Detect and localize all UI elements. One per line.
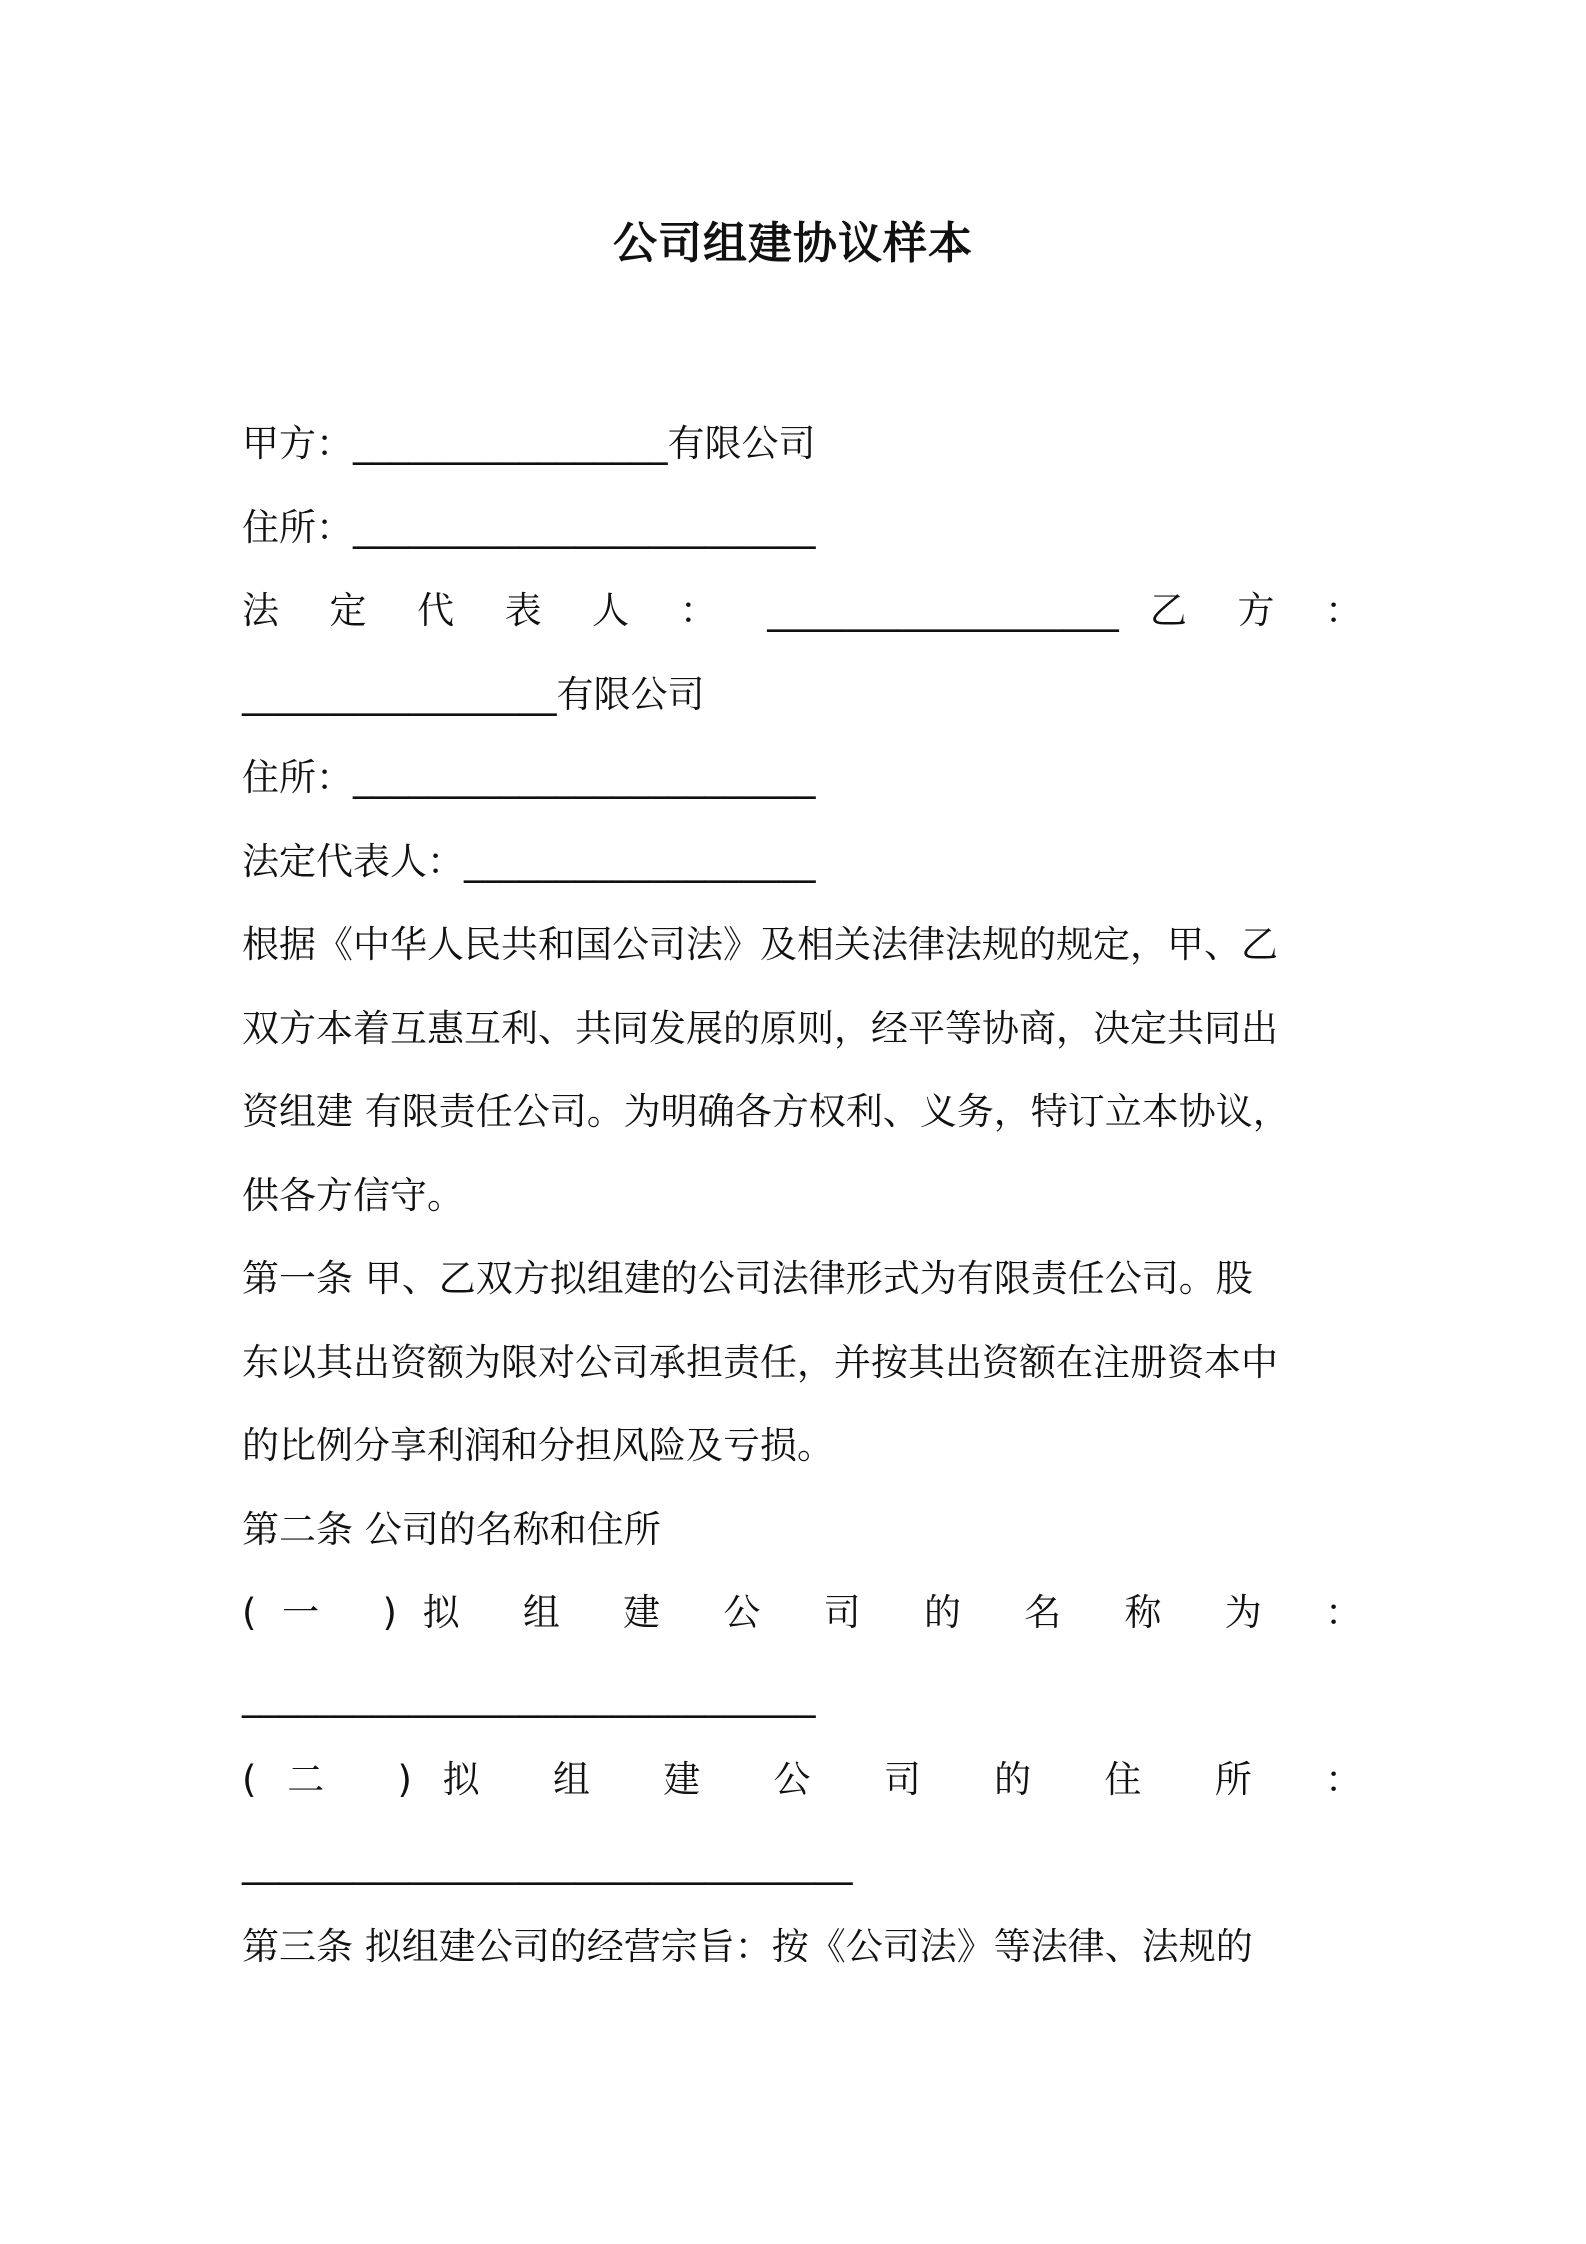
article-2-item-2: (二 )拟 组 建 公 司 的 住 所 ： xyxy=(242,1758,1362,1801)
preamble-line-2: 双方本着互惠互利、共同发展的原则，经平等协商，决定共同出 xyxy=(242,1006,1278,1050)
article-1-line-1: 第一条 甲、乙双方拟组建的公司法律形式为有限责任公司。股 xyxy=(242,1257,1253,1300)
preamble-line-4: 供各方信守。 xyxy=(242,1173,464,1217)
article-1-line-3: 的比例分享利润和分担风险及亏损。 xyxy=(242,1424,834,1467)
party-b-address-line: 住所：_________________________ xyxy=(242,756,816,799)
article-2-item-1-blank: _______________________________ xyxy=(242,1674,816,1718)
preamble-line-1: 根据《中华人民共和国公司法》及相关法律法规的规定，甲、乙 xyxy=(242,923,1278,966)
document-body xyxy=(242,402,1362,1989)
party-a-line: 甲方：_________________有限公司 xyxy=(242,422,816,465)
party-b-line: _________________有限公司 xyxy=(242,672,705,716)
preamble-line-3: 资组建 有限责任公司。为明确各方权利、义务，特订立本协议， xyxy=(242,1090,1290,1133)
article-2-item-2-blank: _________________________________ xyxy=(242,1841,853,1885)
article-2-item-1: (一 )拟 组 建 公 司 的 名 称 为 ： xyxy=(242,1591,1362,1634)
article-2-heading: 第二条 公司的名称和住所 xyxy=(242,1507,661,1551)
article-1-line-2: 东以其出资额为限对公司承担责任，并按其出资额在注册资本中 xyxy=(242,1340,1278,1384)
party-b-legal-rep-line: 法定代表人：___________________ xyxy=(242,839,816,883)
party-a-address-line: 住所：_________________________ xyxy=(242,505,816,549)
party-a-legal-rep-line: 法 定 代 表 人 ： ___________________ 乙 方 ： xyxy=(242,589,1362,632)
article-3-line-1: 第三条 拟组建公司的经营宗旨：按《公司法》等法律、法规的 xyxy=(242,1925,1253,1968)
document-title: 公司组建协议样本 xyxy=(613,218,973,269)
